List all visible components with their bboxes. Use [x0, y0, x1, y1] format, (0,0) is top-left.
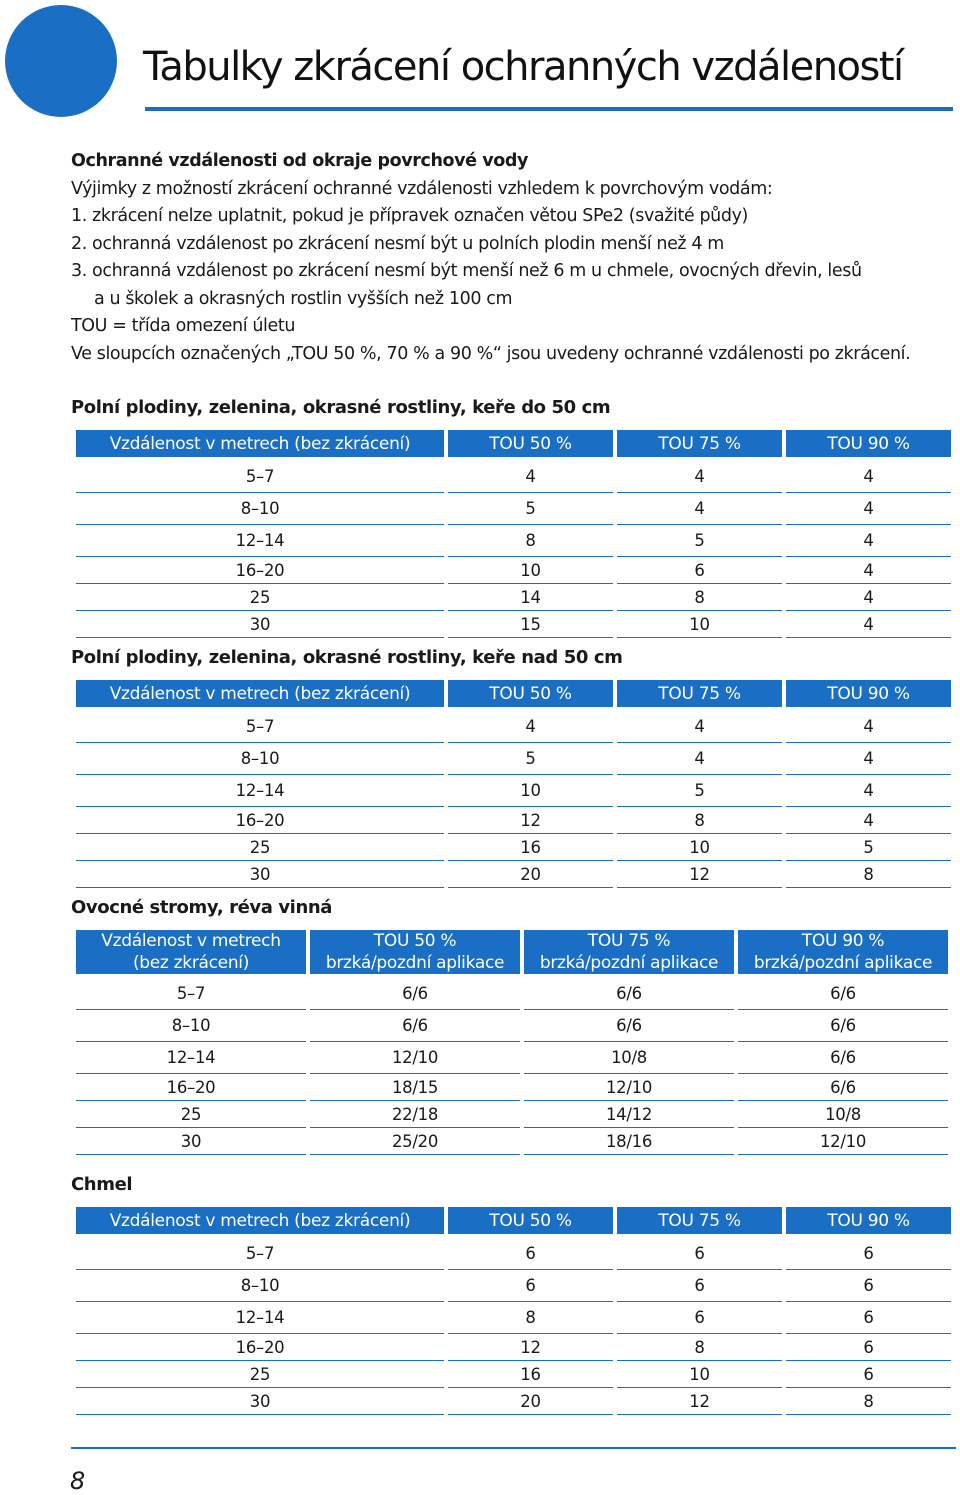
table-cell: 25 [76, 1101, 306, 1128]
table-cell: 12/10 [738, 1128, 948, 1155]
column-header [76, 930, 306, 978]
table-cell: 10 [448, 557, 613, 584]
table-cell: 4 [617, 493, 782, 525]
table-row [76, 1238, 951, 1270]
intro-line: 2. ochranná vzdálenost po zkrácení nesmí být u polních plodin menší než 4 m [71, 233, 724, 254]
intro-heading: Ochranné vzdálenosti od okraje povrchové vody [71, 151, 529, 171]
table-cell: 10/8 [738, 1101, 948, 1128]
table-cell: 4 [786, 807, 951, 834]
table-cell: 6 [786, 1334, 951, 1361]
table-cell: 4 [786, 611, 951, 638]
table-cell: 6 [617, 1270, 782, 1302]
column-header: Vzdálenost v metrech (bez zkrácení) [76, 680, 444, 711]
table-cell: 6/6 [524, 978, 734, 1010]
column-header: Vzdálenost v metrech (bez zkrácení) [76, 1207, 444, 1238]
table-cell: 18/15 [310, 1074, 520, 1101]
table-cell: 4 [448, 711, 613, 743]
table-cell: 6/6 [310, 1010, 520, 1042]
table-cell: 8–10 [76, 1270, 444, 1302]
table-cell: 16–20 [76, 1334, 444, 1361]
table-cell: 30 [76, 1388, 444, 1415]
table-cell: 10 [617, 1361, 782, 1388]
table-cell: 5 [617, 775, 782, 807]
table-title: Polní plodiny, zelenina, okrasné rostliny, keře nad 50 cm [71, 647, 623, 668]
distance-table-field-crops-high [72, 680, 955, 888]
table-cell: 20 [448, 861, 613, 888]
table-row [76, 834, 951, 861]
intro-line: TOU = třída omezení úletu [71, 316, 296, 336]
column-header: TOU 50 % [448, 680, 613, 711]
table-cell: 6/6 [738, 1042, 948, 1074]
footer-rule [71, 1447, 956, 1449]
column-header [738, 930, 948, 978]
table-cell: 16–20 [76, 1074, 306, 1101]
table-row [76, 1270, 951, 1302]
distance-table-orchards-vineyards [72, 930, 952, 1155]
table-cell: 16 [448, 834, 613, 861]
table-cell: 5 [448, 493, 613, 525]
table-row [76, 978, 948, 1010]
table-row [76, 1101, 948, 1128]
table-row [76, 1361, 951, 1388]
table-cell: 8 [617, 807, 782, 834]
column-header: TOU 75 % [617, 430, 782, 461]
column-header: TOU 50 % [448, 430, 613, 461]
table-cell: 10 [617, 834, 782, 861]
table-cell: 18/16 [524, 1128, 734, 1155]
table-cell: 6 [617, 1302, 782, 1334]
column-header-line: TOU 50 % [373, 931, 457, 951]
table-row [76, 493, 951, 525]
table-cell: 4 [786, 461, 951, 493]
table-cell: 6/6 [524, 1010, 734, 1042]
table-cell: 5 [786, 834, 951, 861]
table-cell: 4 [786, 493, 951, 525]
table-cell: 15 [448, 611, 613, 638]
table-cell: 12 [617, 861, 782, 888]
table-cell: 12 [448, 1334, 613, 1361]
table-cell: 5 [617, 525, 782, 557]
table-cell: 6/6 [738, 1010, 948, 1042]
page-title: Tabulky zkrácení ochranných vzdáleností [143, 44, 903, 90]
table-cell: 25 [76, 584, 444, 611]
table-cell: 4 [786, 775, 951, 807]
table-cell: 4 [786, 557, 951, 584]
table-row [76, 461, 951, 493]
table-row [76, 1388, 951, 1415]
column-header: TOU 75 % [617, 680, 782, 711]
table-cell: 4 [617, 743, 782, 775]
table-cell: 4 [617, 711, 782, 743]
table-cell: 12–14 [76, 1302, 444, 1334]
table-cell: 30 [76, 861, 444, 888]
table-cell: 20 [448, 1388, 613, 1415]
intro-line: 1. zkrácení nelze uplatnit, pokud je přípravek označen větou SPe2 (svažité půdy) [71, 206, 748, 226]
table-row [76, 861, 951, 888]
table-row [76, 1074, 948, 1101]
distance-table-field-crops-low [72, 430, 955, 638]
table-row [76, 1010, 948, 1042]
table-cell: 6/6 [738, 1074, 948, 1101]
table-cell: 16 [448, 1361, 613, 1388]
table-cell: 6 [786, 1361, 951, 1388]
column-header-line: TOU 90 % [801, 931, 885, 951]
table-cell: 12 [448, 807, 613, 834]
column-header-line: brzká/pozdní aplikace [753, 953, 933, 973]
column-header: TOU 50 % [448, 1207, 613, 1238]
table-cell: 25 [76, 1361, 444, 1388]
column-header-line: Vzdálenost v metrech [101, 931, 281, 951]
table-cell: 6 [786, 1238, 951, 1270]
column-header-line: (bez zkrácení) [132, 953, 250, 973]
column-header: Vzdálenost v metrech (bez zkrácení) [76, 430, 444, 461]
table-cell: 5–7 [76, 711, 444, 743]
table-cell: 4 [786, 584, 951, 611]
column-header-line: brzká/pozdní aplikace [539, 953, 719, 973]
table-cell: 14/12 [524, 1101, 734, 1128]
table-cell: 8 [617, 584, 782, 611]
table-cell: 6 [617, 1238, 782, 1270]
table-cell: 12/10 [310, 1042, 520, 1074]
table-row [76, 807, 951, 834]
table-cell: 8–10 [76, 493, 444, 525]
table-cell: 4 [448, 461, 613, 493]
table-row [76, 525, 951, 557]
table-row [76, 775, 951, 807]
table-cell: 6/6 [738, 978, 948, 1010]
intro-line: Výjimky z možností zkrácení ochranné vzdálenosti vzhledem k povrchovým vodám: [71, 178, 773, 199]
table-cell: 8–10 [76, 1010, 306, 1042]
table-cell: 4 [786, 711, 951, 743]
table-cell: 6 [786, 1270, 951, 1302]
table-title: Chmel [71, 1174, 133, 1195]
table-cell: 5–7 [76, 1238, 444, 1270]
table-cell: 14 [448, 584, 613, 611]
table-cell: 16–20 [76, 557, 444, 584]
table-cell: 16–20 [76, 807, 444, 834]
title-underline [145, 107, 953, 111]
table-cell: 8 [448, 1302, 613, 1334]
column-header [524, 930, 734, 978]
table-cell: 12 [617, 1388, 782, 1415]
table-cell: 30 [76, 611, 444, 638]
table-cell: 4 [617, 461, 782, 493]
table-cell: 8–10 [76, 743, 444, 775]
column-header: TOU 90 % [786, 430, 951, 461]
table-row [76, 584, 951, 611]
table-cell: 10/8 [524, 1042, 734, 1074]
table-cell: 8 [786, 861, 951, 888]
table-cell: 30 [76, 1128, 306, 1155]
table-cell: 6 [617, 557, 782, 584]
intro-line: a u školek a okrasných rostlin vyšších než 100 cm [94, 288, 513, 309]
table-cell: 8 [617, 1334, 782, 1361]
table-row [76, 1334, 951, 1361]
column-header [310, 930, 520, 978]
column-header: TOU 90 % [786, 1207, 951, 1238]
table-cell: 12–14 [76, 1042, 306, 1074]
table-row [76, 1128, 948, 1155]
intro-line: 3. ochranná vzdálenost po zkrácení nesmí být menší než 6 m u chmele, ovocných dřevin, lesů [71, 261, 862, 281]
table-cell: 5 [448, 743, 613, 775]
table-cell: 4 [786, 525, 951, 557]
table-cell: 4 [786, 743, 951, 775]
table-cell: 12/10 [524, 1074, 734, 1101]
column-header-line: brzká/pozdní aplikace [325, 953, 505, 973]
column-header: TOU 75 % [617, 1207, 782, 1238]
table-row [76, 611, 951, 638]
table-cell: 8 [786, 1388, 951, 1415]
table-cell: 6 [448, 1238, 613, 1270]
table-cell: 25/20 [310, 1128, 520, 1155]
table-row [76, 743, 951, 775]
table-cell: 12–14 [76, 775, 444, 807]
table-cell: 5–7 [76, 978, 306, 1010]
table-cell: 5–7 [76, 461, 444, 493]
intro-line: Ve sloupcích označených „TOU 50 %, 70 % a 90 %“ jsou uvedeny ochranné vzdálenosti po zkrácení. [71, 343, 911, 364]
table-row [76, 1302, 951, 1334]
table-row [76, 711, 951, 743]
table-title: Ovocné stromy, réva vinná [71, 897, 333, 918]
table-cell: 10 [448, 775, 613, 807]
table-cell: 6/6 [310, 978, 520, 1010]
table-cell: 25 [76, 834, 444, 861]
decorative-circle [5, 5, 117, 117]
intro-section [71, 148, 956, 368]
column-header-line: TOU 75 % [587, 931, 671, 951]
table-cell: 6 [448, 1270, 613, 1302]
table-title: Polní plodiny, zelenina, okrasné rostliny, keře do 50 cm [71, 397, 611, 418]
distance-table-hops [72, 1207, 955, 1415]
page-number: 8 [70, 1467, 86, 1495]
table-cell: 12–14 [76, 525, 444, 557]
table-cell: 10 [617, 611, 782, 638]
table-cell: 8 [448, 525, 613, 557]
table-cell: 22/18 [310, 1101, 520, 1128]
column-header: TOU 90 % [786, 680, 951, 711]
table-row [76, 1042, 948, 1074]
table-row [76, 557, 951, 584]
table-cell: 6 [786, 1302, 951, 1334]
